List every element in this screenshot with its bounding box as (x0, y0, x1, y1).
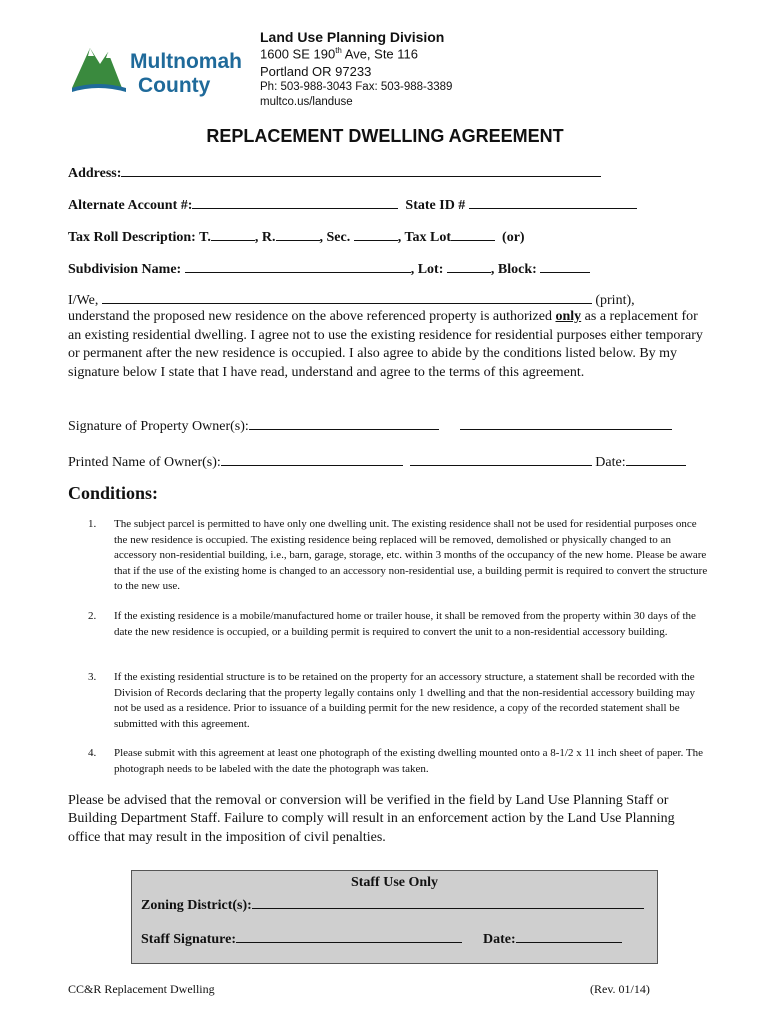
multnomah-county-logo (70, 38, 246, 98)
signature-field-2[interactable] (460, 416, 672, 430)
staff-signature-field[interactable] (236, 929, 462, 943)
staff-use-box (131, 870, 658, 964)
enforcement-notice: Please be advised that the removal or conversion will be verified in the field by Land Use Planning Staff or Building Department Staff. Failure to comply will result in an enforcement action by the Land Use Planning office that may result in the imposition of civil penalties. (68, 793, 675, 845)
logo-text-county: County (138, 74, 211, 97)
date-field[interactable] (626, 452, 686, 466)
printed-name-field[interactable] (221, 452, 403, 466)
website: multco.us/landuse (260, 96, 353, 108)
alternate-account-field[interactable] (192, 195, 398, 209)
document-title: REPLACEMENT DWELLING AGREEMENT (206, 126, 564, 146)
address-row: Address: (68, 163, 601, 182)
condition-item: 2. If the existing residence is a mobile/manufactured home or trailer house, it shall be removed from the property within 30 days of the date the new residence is occupied, or a building permit is required to convert the unit to a non-residential accessory building. (88, 610, 696, 638)
account-row: Alternate Account #: State ID # (68, 195, 637, 214)
tax-sec-field[interactable] (354, 227, 398, 241)
staff-use-title: Staff Use Only (350, 875, 439, 890)
city-address: Portland OR 97233 (260, 64, 372, 79)
conditions-heading: Conditions: (68, 483, 159, 503)
agreement-paragraph: understand the proposed new residence on the above referenced property is authorized only as a replacement for an existing residential dwelling. I agree not to use the existing residence for residential purposes either temporary or permanent after the new residence is occupied. I also agree to abide by the conditions listed below. By my signature below I state that I have read, understand and agree to the terms of this agreement. (68, 309, 703, 380)
lot-field[interactable] (447, 259, 491, 273)
staff-signature-row: Staff Signature: Date: (141, 929, 622, 948)
logo-text-multnomah: Multnomah (130, 50, 242, 73)
tax-lot-field[interactable] (451, 227, 495, 241)
subdivision-field[interactable] (185, 259, 411, 273)
tax-r-field[interactable] (276, 227, 320, 241)
staff-date-field[interactable] (516, 929, 622, 943)
condition-item: 3. If the existing residential structure is to be retained on the property for an accessory structure, a statement shall be recorded with the Division of Records declaring that the property legally contains only 1 dwelling and that the non-residential accessory building may not be used as a residence. Prior to issuance of a building permit for the new residence, a copy of the recorded statement shall be submitted with this agreement. (88, 671, 696, 730)
tax-roll-row: Tax Roll Description: T. , R. , Sec. , Tax Lot (or) (68, 227, 525, 246)
zoning-row: Zoning District(s): (141, 895, 644, 914)
condition-item: 1. The subject parcel is permitted to have only one dwelling unit. The existing residence shall not be used for residential purposes once the new residence is occupied. The existing residence being replaced will be removed, demolished or physically changed to an accessory non-residential building, i.e., barn, garage, storage, etc. within 3 months of the occupancy of the new home. Please be aware that if the use of the existing home is changed to an accessory non-residential use, a building permit is required to convert the structure to the new use. (88, 518, 708, 593)
signature-field[interactable] (249, 416, 439, 430)
street-address: 1600 SE 190th Ave, Ste 116 (260, 46, 418, 62)
mountain-icon (72, 48, 126, 92)
division-name: Land Use Planning Division (260, 29, 445, 45)
print-name-field[interactable] (102, 290, 592, 304)
iwe-row: I/We, (print), (68, 290, 635, 309)
zoning-district-field[interactable] (252, 895, 644, 909)
footer-form-name: CC&R Replacement Dwelling (68, 982, 215, 996)
state-id-field[interactable] (469, 195, 637, 209)
condition-item: 4. Please submit with this agreement at least one photograph of the existing dwelling mounted onto a 8-1/2 x 11 inch sheet of paper. The photograph needs to be labeled with the date the photograph was taken. (88, 747, 703, 775)
address-field[interactable] (121, 163, 601, 177)
subdivision-row: Subdivision Name: , Lot: , Block: (68, 259, 590, 278)
footer-revision: (Rev. 01/14) (590, 982, 650, 996)
block-field[interactable] (540, 259, 590, 273)
phone-fax: Ph: 503-988-3043 Fax: 503-988-3389 (260, 81, 453, 93)
printed-name-row: Printed Name of Owner(s): Date: (68, 452, 686, 471)
printed-name-field-2[interactable] (410, 452, 592, 466)
tax-t-field[interactable] (211, 227, 255, 241)
signature-row: Signature of Property Owner(s): (68, 416, 672, 435)
